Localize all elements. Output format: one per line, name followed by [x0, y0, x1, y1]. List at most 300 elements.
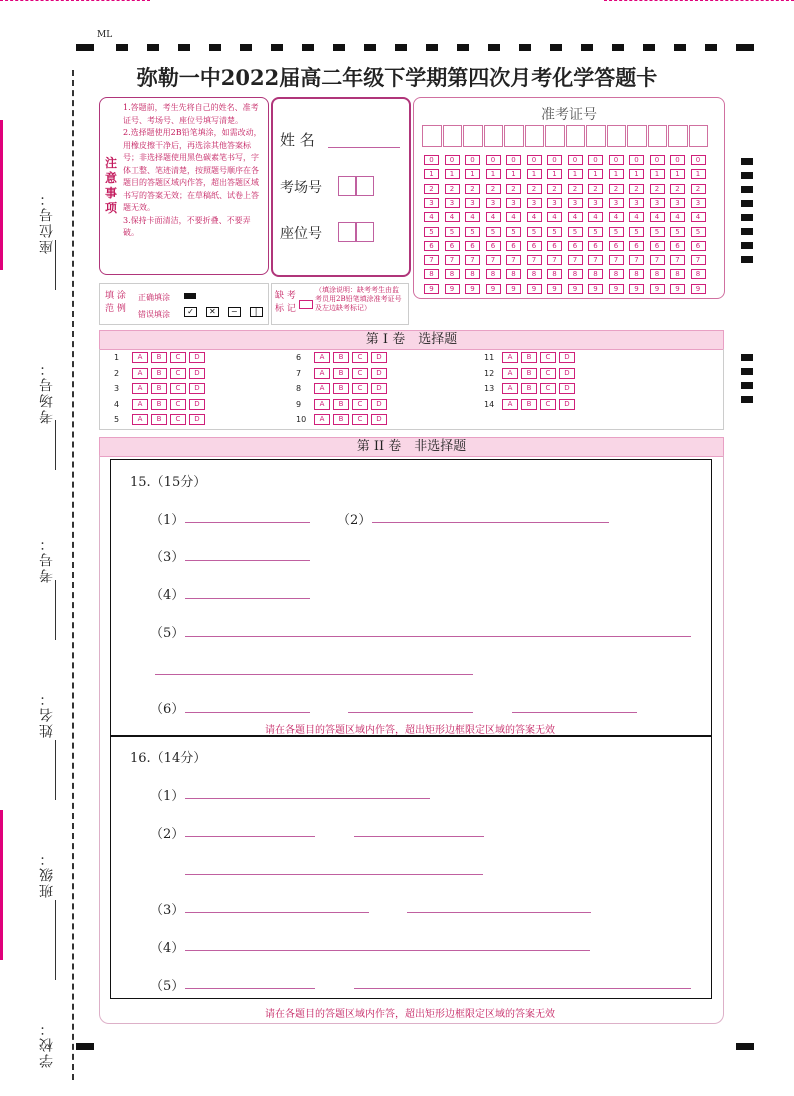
choice-question-row — [484, 383, 578, 394]
admission-write-box[interactable] — [463, 125, 483, 147]
choice-option-bubble[interactable]: A — [314, 383, 330, 394]
choice-option-bubble[interactable]: B — [521, 352, 537, 363]
margin-label-room: 考场号： — [39, 360, 55, 424]
admission-digit-bubble[interactable]: 8 — [445, 269, 460, 279]
admission-digit-bubble[interactable]: 6 — [691, 241, 706, 251]
admission-digit-bubble[interactable]: 7 — [445, 255, 460, 265]
margin-line-name — [55, 740, 56, 800]
admission-digit-bubble[interactable]: 6 — [609, 241, 624, 251]
q16-part3-line-a[interactable] — [185, 912, 369, 913]
right-timing-mark — [741, 172, 753, 179]
choice-option-bubble[interactable]: C — [540, 352, 556, 363]
q16-title: 16.（14分） — [130, 751, 207, 766]
choice-option-bubble[interactable]: D — [559, 352, 575, 363]
room-box-2[interactable] — [356, 176, 374, 196]
admission-digit-bubble[interactable]: 4 — [670, 212, 685, 222]
choice-question-row — [114, 352, 208, 363]
admission-digit-bubble[interactable]: 0 — [424, 155, 439, 165]
admission-digit-bubble[interactable]: 8 — [691, 269, 706, 279]
admission-digit-bubble[interactable]: 9 — [445, 284, 460, 294]
admission-digit-bubble[interactable]: 4 — [445, 212, 460, 222]
admission-digit-bubble[interactable]: 5 — [527, 227, 542, 237]
name-field[interactable] — [328, 147, 400, 148]
choice-option-bubble[interactable]: A — [314, 399, 330, 410]
admission-digit-bubble[interactable]: 3 — [629, 198, 644, 208]
choice-option-bubble[interactable]: B — [333, 368, 349, 379]
admission-digit-bubble[interactable]: 9 — [670, 284, 685, 294]
admission-digit-bubble[interactable]: 2 — [506, 184, 521, 194]
choice-question-row — [484, 368, 578, 379]
admission-digit-bubble[interactable]: 9 — [568, 284, 583, 294]
q15-part1: （1） — [150, 513, 185, 528]
choice-option-bubble[interactable]: A — [314, 352, 330, 363]
choice-option-bubble[interactable]: A — [132, 368, 148, 379]
admission-digit-bubble[interactable]: 3 — [568, 198, 583, 208]
choice-option-bubble[interactable]: D — [371, 368, 387, 379]
admission-digit-bubble[interactable]: 5 — [424, 227, 439, 237]
seat-box-1[interactable] — [338, 222, 356, 242]
admission-digit-bubble[interactable]: 1 — [424, 169, 439, 179]
top-dash-mark — [333, 44, 345, 51]
admission-digit-bubble[interactable]: 7 — [568, 255, 583, 265]
admission-digit-bubble[interactable]: 2 — [465, 184, 480, 194]
admission-digit-bubble[interactable]: 5 — [691, 227, 706, 237]
q16-part1: （1） — [150, 789, 185, 804]
seat-box-2[interactable] — [356, 222, 374, 242]
admission-write-box[interactable] — [525, 125, 545, 147]
admission-digit-bubble[interactable]: 0 — [568, 155, 583, 165]
choice-question-number: 14 — [484, 399, 495, 409]
admission-digit-bubble[interactable]: 1 — [465, 169, 480, 179]
corner-mark-br — [736, 1043, 754, 1050]
admission-digit-bubble[interactable]: 8 — [506, 269, 521, 279]
admission-digit-bubble[interactable]: 2 — [527, 184, 542, 194]
choice-option-bubble[interactable]: B — [151, 414, 167, 425]
margin-line-seat — [55, 240, 56, 290]
admission-digit-bubble[interactable]: 5 — [588, 227, 603, 237]
admission-digit-bubble[interactable]: 6 — [568, 241, 583, 251]
q16-part2: （2） — [150, 827, 185, 842]
q16-part2-line-a[interactable] — [185, 836, 315, 837]
top-dash-mark — [426, 44, 438, 51]
q15-part2-line[interactable] — [372, 522, 609, 523]
admission-write-box[interactable] — [566, 125, 586, 147]
admission-write-box[interactable] — [668, 125, 688, 147]
admission-digit-bubble[interactable]: 8 — [465, 269, 480, 279]
admission-digit-bubble[interactable]: 0 — [486, 155, 501, 165]
admission-digit-bubble[interactable]: 2 — [547, 184, 562, 194]
admission-write-box[interactable] — [689, 125, 709, 147]
admission-digit-bubble[interactable]: 3 — [424, 198, 439, 208]
top-dash-mark — [519, 44, 531, 51]
q15-part1-line[interactable] — [185, 522, 310, 523]
choice-option-bubble[interactable]: B — [151, 352, 167, 363]
choice-question-number: 8 — [296, 384, 302, 393]
choice-question-number: 3 — [114, 384, 120, 393]
admission-digit-bubble[interactable]: 6 — [486, 241, 501, 251]
q15-part5-line[interactable] — [185, 636, 691, 637]
room-box-1[interactable] — [338, 176, 356, 196]
admission-digit-bubble[interactable]: 5 — [609, 227, 624, 237]
admission-digit-bubble[interactable]: 9 — [650, 284, 665, 294]
admission-digit-bubble[interactable]: 9 — [588, 284, 603, 294]
right-timing-mark — [741, 256, 753, 263]
top-dashed-edge-right — [604, 0, 794, 1]
admission-digit-bubble[interactable]: 3 — [691, 198, 706, 208]
q16-part1-line[interactable] — [185, 798, 430, 799]
admission-digit-bubble[interactable]: 7 — [506, 255, 521, 265]
q15-part5-line2[interactable] — [155, 674, 473, 675]
corner-mark-tl — [76, 44, 94, 51]
admission-digit-bubble[interactable]: 2 — [629, 184, 644, 194]
top-dash-mark — [705, 44, 717, 51]
admission-digit-bubble[interactable]: 4 — [486, 212, 501, 222]
admission-write-box[interactable] — [422, 125, 442, 147]
admission-digit-bubble[interactable]: 8 — [424, 269, 439, 279]
admission-digit-bubble[interactable]: 0 — [670, 155, 685, 165]
admission-digit-bubble[interactable]: 3 — [527, 198, 542, 208]
choice-option-bubble[interactable]: A — [502, 383, 518, 394]
admission-digit-bubble[interactable]: 2 — [670, 184, 685, 194]
choice-question-row — [296, 399, 390, 410]
choice-option-bubble[interactable]: C — [170, 399, 186, 410]
admission-digit-bubble[interactable]: 0 — [588, 155, 603, 165]
choice-option-bubble[interactable]: C — [170, 352, 186, 363]
admission-digit-bubble[interactable]: 0 — [527, 155, 542, 165]
admission-digit-bubble[interactable]: 0 — [691, 155, 706, 165]
admission-digit-bubble[interactable]: 6 — [547, 241, 562, 251]
admission-digit-bubble[interactable]: 1 — [691, 169, 706, 179]
choice-question-row — [296, 352, 390, 363]
admission-digit-bubble[interactable]: 0 — [506, 155, 521, 165]
name-label: 姓 名 — [280, 131, 315, 149]
admission-digit-bubble[interactable]: 1 — [670, 169, 685, 179]
choice-option-bubble[interactable]: A — [132, 399, 148, 410]
admission-digit-bubble[interactable]: 9 — [465, 284, 480, 294]
choice-option-bubble[interactable]: C — [352, 383, 368, 394]
admission-digit-bubble[interactable]: 8 — [609, 269, 624, 279]
admission-digit-bubble[interactable]: 0 — [650, 155, 665, 165]
page-title: 弥勒一中2022届高二年级下学期第四次月考化学答题卡 — [136, 65, 658, 90]
admission-digit-bubble[interactable]: 5 — [629, 227, 644, 237]
admission-digit-bubble[interactable]: 6 — [650, 241, 665, 251]
admission-digit-bubble[interactable]: 6 — [588, 241, 603, 251]
choice-option-bubble[interactable]: A — [132, 383, 148, 394]
q16-part3: （3） — [150, 903, 185, 918]
admission-digit-bubble[interactable]: 9 — [486, 284, 501, 294]
section1-box — [99, 349, 724, 430]
absent-bubble[interactable] — [299, 300, 313, 309]
admission-digit-bubble[interactable]: 6 — [506, 241, 521, 251]
admission-digit-bubble[interactable]: 8 — [547, 269, 562, 279]
choice-option-bubble[interactable]: D — [189, 414, 205, 425]
admission-digit-bubble[interactable]: 4 — [650, 212, 665, 222]
admission-digit-bubble[interactable]: 4 — [424, 212, 439, 222]
choice-option-bubble[interactable]: C — [352, 414, 368, 425]
admission-digit-bubble[interactable]: 3 — [609, 198, 624, 208]
admission-digit-bubble[interactable]: 9 — [424, 284, 439, 294]
top-dash-mark — [643, 44, 655, 51]
room-label: 考场号 — [280, 180, 322, 196]
q15-part6-line-c[interactable] — [512, 712, 637, 713]
admission-digit-bubble[interactable]: 5 — [445, 227, 460, 237]
choice-option-bubble[interactable]: B — [521, 399, 537, 410]
admission-box — [413, 97, 725, 299]
choice-option-bubble[interactable]: C — [352, 399, 368, 410]
admission-digit-bubble[interactable]: 9 — [691, 284, 706, 294]
admission-digit-bubble[interactable]: 9 — [506, 284, 521, 294]
choice-question-row — [484, 352, 578, 363]
admission-digit-bubble[interactable]: 5 — [465, 227, 480, 237]
choice-option-bubble[interactable]: B — [151, 383, 167, 394]
admission-write-box[interactable] — [586, 125, 606, 147]
q16-part5-line-a[interactable] — [185, 988, 315, 989]
choice-option-bubble[interactable]: C — [352, 352, 368, 363]
choice-option-bubble[interactable]: A — [502, 352, 518, 363]
admission-digit-bubble[interactable]: 8 — [527, 269, 542, 279]
admission-write-box[interactable] — [484, 125, 504, 147]
margin-label-exam-no: 考号： — [39, 535, 55, 583]
top-dash-mark — [581, 44, 593, 51]
margin-label-seat: 座位号： — [39, 190, 55, 254]
admission-digit-bubble[interactable]: 1 — [506, 169, 521, 179]
right-timing-mark — [741, 158, 753, 165]
margin-line-class — [55, 900, 56, 980]
admission-digit-bubble[interactable]: 7 — [650, 255, 665, 265]
choice-option-bubble[interactable]: D — [559, 399, 575, 410]
admission-digit-bubble[interactable]: 8 — [568, 269, 583, 279]
top-dash-mark — [147, 44, 159, 51]
choice-option-bubble[interactable]: D — [371, 383, 387, 394]
admission-digit-bubble[interactable]: 6 — [445, 241, 460, 251]
admission-digit-bubble[interactable]: 3 — [588, 198, 603, 208]
choice-option-bubble[interactable]: B — [333, 399, 349, 410]
admission-digit-bubble[interactable]: 9 — [527, 284, 542, 294]
choice-option-bubble[interactable]: D — [559, 383, 575, 394]
choice-option-bubble[interactable]: D — [371, 414, 387, 425]
q16-warning: 请在各题目的答题区域内作答，超出矩形边框限定区域的答案无效 — [265, 1009, 555, 1020]
admission-digit-bubble[interactable]: 2 — [650, 184, 665, 194]
admission-digit-bubble[interactable]: 7 — [465, 255, 480, 265]
admission-digit-bubble[interactable]: 3 — [486, 198, 501, 208]
admission-digit-bubble[interactable]: 7 — [547, 255, 562, 265]
q16-part3-line-b[interactable] — [407, 912, 591, 913]
admission-digit-bubble[interactable]: 5 — [568, 227, 583, 237]
q15-warning: 请在各题目的答题区域内作答，超出矩形边框限定区域的答案无效 — [265, 725, 555, 736]
admission-digit-bubble[interactable]: 5 — [670, 227, 685, 237]
admission-digit-bubble[interactable]: 1 — [568, 169, 583, 179]
choice-option-bubble[interactable]: D — [189, 368, 205, 379]
top-dash-mark — [550, 44, 562, 51]
top-dash-mark — [364, 44, 376, 51]
admission-digit-bubble[interactable]: 6 — [465, 241, 480, 251]
choice-question-number: 5 — [114, 415, 120, 424]
choice-question-number: 11 — [484, 353, 495, 362]
q15-part6-line-a[interactable] — [185, 712, 310, 713]
admission-write-box[interactable] — [504, 125, 524, 147]
admission-digit-bubble[interactable]: 3 — [506, 198, 521, 208]
choice-option-bubble[interactable]: D — [189, 352, 205, 363]
admission-digit-bubble[interactable]: 3 — [650, 198, 665, 208]
choice-option-bubble[interactable]: B — [151, 399, 167, 410]
admission-digit-bubble[interactable]: 1 — [547, 169, 562, 179]
admission-write-box[interactable] — [545, 125, 565, 147]
choice-option-bubble[interactable]: D — [559, 368, 575, 379]
choice-option-bubble[interactable]: B — [333, 352, 349, 363]
admission-digit-bubble[interactable]: 8 — [670, 269, 685, 279]
choice-option-bubble[interactable]: A — [502, 399, 518, 410]
admission-digit-bubble[interactable]: 4 — [465, 212, 480, 222]
choice-option-bubble[interactable]: B — [521, 368, 537, 379]
admission-title: 准考证号 — [541, 107, 597, 123]
admission-digit-bubble[interactable]: 7 — [670, 255, 685, 265]
choice-question-number: 7 — [296, 368, 302, 378]
notice-text: 1.答题前，考生先将自己的姓名、准考证号、考场号、座位号填写清楚。 2.选择题使用2B铅笔填涂，如需改动，用橡皮擦干净后，再选涂其他答案标号；非选择题使用黑色碳素笔书写，字体工整、笔迹清楚，按照题号顺序在各题目的答题区域内作答，超出答题区域书写的答案无效；在草稿纸、试卷上答题无效。 3.保持卡面清洁，不要折叠、不要弄破。 — [123, 103, 262, 237]
admission-digit-bubble[interactable]: 4 — [527, 212, 542, 222]
admission-digit-bubble[interactable]: 8 — [629, 269, 644, 279]
admission-digit-bubble[interactable]: 0 — [465, 155, 480, 165]
choice-option-bubble[interactable]: C — [170, 383, 186, 394]
choice-option-bubble[interactable]: B — [521, 383, 537, 394]
fill-correct-label: 正确填涂 — [138, 293, 170, 302]
admission-digit-bubble[interactable]: 4 — [609, 212, 624, 222]
admission-digit-bubble[interactable]: 5 — [547, 227, 562, 237]
admission-digit-bubble[interactable]: 7 — [527, 255, 542, 265]
choice-option-bubble[interactable]: A — [314, 368, 330, 379]
admission-digit-bubble[interactable]: 4 — [629, 212, 644, 222]
admission-write-box[interactable] — [443, 125, 463, 147]
choice-question-number: 9 — [296, 399, 302, 409]
admission-digit-bubble[interactable]: 1 — [445, 169, 460, 179]
admission-digit-bubble[interactable]: 3 — [445, 198, 460, 208]
fill-wrong-samples: ✓ ✕ − | — [184, 307, 263, 317]
admission-digit-bubble[interactable]: 4 — [547, 212, 562, 222]
choice-option-bubble[interactable]: C — [170, 368, 186, 379]
right-timing-mark — [741, 242, 753, 249]
admission-digit-bubble[interactable]: 6 — [527, 241, 542, 251]
right-timing-mark — [741, 368, 753, 375]
choice-option-bubble[interactable]: A — [502, 368, 518, 379]
admission-digit-bubble[interactable]: 8 — [588, 269, 603, 279]
admission-digit-bubble[interactable]: 6 — [424, 241, 439, 251]
admission-digit-bubble[interactable]: 5 — [506, 227, 521, 237]
q16-part5-line-b[interactable] — [354, 988, 691, 989]
admission-digit-bubble[interactable]: 2 — [568, 184, 583, 194]
admission-digit-bubble[interactable]: 5 — [486, 227, 501, 237]
choice-option-bubble[interactable]: A — [132, 352, 148, 363]
admission-digit-bubble[interactable]: 9 — [609, 284, 624, 294]
admission-digit-bubble[interactable]: 7 — [588, 255, 603, 265]
admission-digit-bubble[interactable]: 8 — [486, 269, 501, 279]
choice-question-number: 2 — [114, 368, 120, 378]
admission-digit-bubble[interactable]: 2 — [445, 184, 460, 194]
margin-line-room — [55, 420, 56, 470]
admission-digit-bubble[interactable]: 4 — [691, 212, 706, 222]
choice-option-bubble[interactable]: D — [189, 383, 205, 394]
admission-digit-bubble[interactable]: 7 — [629, 255, 644, 265]
choice-option-bubble[interactable]: D — [371, 399, 387, 410]
admission-digit-bubble[interactable]: 4 — [506, 212, 521, 222]
admission-write-box[interactable] — [627, 125, 647, 147]
choice-option-bubble[interactable]: A — [314, 414, 330, 425]
q16-part5: （5） — [150, 979, 185, 994]
admission-digit-bubble[interactable]: 1 — [588, 169, 603, 179]
admission-digit-bubble[interactable]: 1 — [629, 169, 644, 179]
q15-part6-line-b[interactable] — [348, 712, 473, 713]
admission-digit-bubble[interactable]: 1 — [486, 169, 501, 179]
admission-write-box[interactable] — [607, 125, 627, 147]
admission-digit-bubble[interactable]: 7 — [486, 255, 501, 265]
margin-label-class: 班级： — [39, 850, 55, 898]
admission-digit-bubble[interactable]: 9 — [629, 284, 644, 294]
admission-digit-bubble[interactable]: 0 — [547, 155, 562, 165]
admission-digit-bubble[interactable]: 0 — [609, 155, 624, 165]
admission-digit-bubble[interactable]: 3 — [547, 198, 562, 208]
choice-option-bubble[interactable]: D — [189, 399, 205, 410]
admission-digit-bubble[interactable]: 1 — [527, 169, 542, 179]
choice-option-bubble[interactable]: C — [540, 383, 556, 394]
admission-digit-bubble[interactable]: 2 — [609, 184, 624, 194]
admission-digit-bubble[interactable]: 7 — [691, 255, 706, 265]
admission-digit-bubble[interactable]: 9 — [547, 284, 562, 294]
choice-option-bubble[interactable]: C — [540, 368, 556, 379]
admission-digit-bubble[interactable]: 1 — [609, 169, 624, 179]
admission-digit-bubble[interactable]: 8 — [650, 269, 665, 279]
q16-part2-line-c[interactable] — [185, 874, 483, 875]
admission-digit-bubble[interactable]: 3 — [670, 198, 685, 208]
admission-digit-bubble[interactable]: 6 — [629, 241, 644, 251]
admission-digit-bubble[interactable]: 4 — [588, 212, 603, 222]
admission-digit-bubble[interactable]: 7 — [424, 255, 439, 265]
choice-question-row — [114, 399, 208, 410]
admission-digit-bubble[interactable]: 2 — [691, 184, 706, 194]
choice-question-number: 6 — [296, 353, 302, 362]
choice-option-bubble[interactable]: D — [371, 352, 387, 363]
choice-option-bubble[interactable]: A — [132, 414, 148, 425]
admission-digit-bubble[interactable]: 2 — [486, 184, 501, 194]
admission-digit-bubble[interactable]: 2 — [424, 184, 439, 194]
choice-question-row — [484, 399, 578, 410]
q15-part3-line[interactable] — [185, 560, 310, 561]
q16-part4-line[interactable] — [185, 950, 590, 951]
q16-part2-line-b[interactable] — [354, 836, 484, 837]
admission-digit-bubble[interactable]: 4 — [568, 212, 583, 222]
admission-digit-bubble[interactable]: 6 — [670, 241, 685, 251]
choice-option-bubble[interactable]: C — [352, 368, 368, 379]
admission-digit-bubble[interactable]: 3 — [465, 198, 480, 208]
section2-header: 第 II 卷 非选择题 — [99, 437, 724, 457]
admission-digit-bubble[interactable]: 0 — [629, 155, 644, 165]
corner-mark-bl — [76, 1043, 94, 1050]
admission-digit-bubble[interactable]: 1 — [650, 169, 665, 179]
choice-option-bubble[interactable]: B — [151, 368, 167, 379]
choice-option-bubble[interactable]: C — [540, 399, 556, 410]
right-timing-mark — [741, 214, 753, 221]
absent-label: 缺 考 标 记 — [275, 291, 296, 314]
right-timing-mark — [741, 354, 753, 361]
margin-label-school: 学校： — [39, 1020, 55, 1068]
admission-digit-bubble[interactable]: 0 — [445, 155, 460, 165]
admission-write-box[interactable] — [648, 125, 668, 147]
choice-option-bubble[interactable]: B — [333, 383, 349, 394]
q16-part4: （4） — [150, 941, 185, 956]
admission-digit-bubble[interactable]: 5 — [650, 227, 665, 237]
admission-digit-bubble[interactable]: 7 — [609, 255, 624, 265]
q15-part4-line[interactable] — [185, 598, 310, 599]
choice-option-bubble[interactable]: C — [170, 414, 186, 425]
choice-option-bubble[interactable]: B — [333, 414, 349, 425]
admission-digit-bubble[interactable]: 2 — [588, 184, 603, 194]
